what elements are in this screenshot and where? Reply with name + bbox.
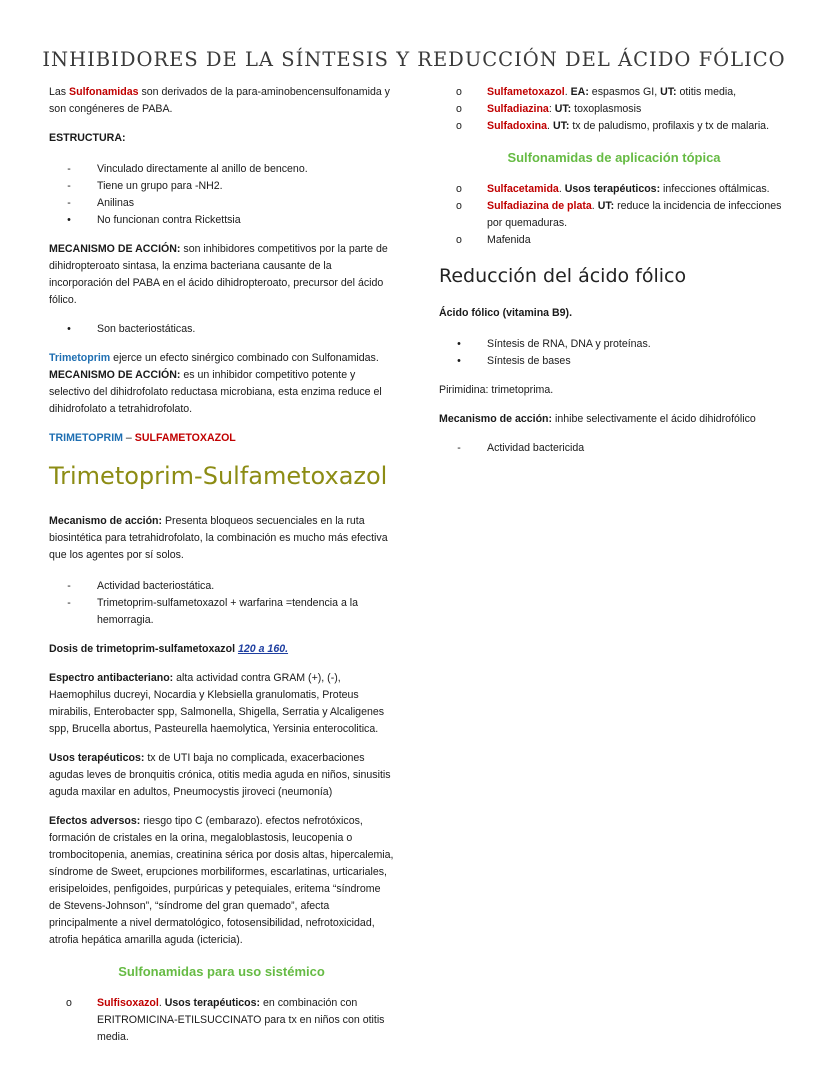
ut-text: toxoplasmosis xyxy=(571,103,642,115)
ut-label: UT: xyxy=(597,200,615,212)
tms-mecanismo-text: Presenta bloqueos secuenciales en la ruta biosintética para tetrahidrofolato, la combinación es mucho más efectiva que los agentes por sí solos. xyxy=(49,515,388,561)
topica-heading: Sulfonamidas de aplicación tópica xyxy=(507,150,721,165)
list-item xyxy=(439,336,789,353)
bullet-marker: • xyxy=(457,355,461,367)
sistemico-heading: Sulfonamidas para uso sistémico xyxy=(118,964,325,979)
circle-marker: o xyxy=(456,120,462,132)
tms-mecanismo-label: Mecanismo de acción: xyxy=(49,515,163,527)
list-item xyxy=(439,181,789,198)
tms-list xyxy=(49,578,394,629)
efectos-text: riesgo tipo C (embarazo). efectos nefrotóxicos, formación de cristales en la orina, megaloblastosis, leucopenia o trombocitopenia, anemias, creatinina sérica por dosis altas, hipercalemia, síndrome de Sweet, erupciones morbiliformes, escarlatinas, urticariales, erisipeloides, penfigoides, purpúricas y petequiales, eritema “síndrome de Stevens-Johnson”, “síndrome del gran quemado”, afecta principalmente a nivel dermatológico, fotosensibilidad, nefrotoxicidad, atrofia hepática amarilla aguda (ictericia). xyxy=(49,815,394,946)
separator: : xyxy=(548,103,555,115)
mafenida-text: Mafenida xyxy=(487,234,531,246)
intro-post: son derivados de la para-aminobencensulfonamida y son congéneres de PABA. xyxy=(49,86,390,115)
circle-marker: o xyxy=(456,103,462,115)
list-item-text: Actividad bacteriostática. xyxy=(97,580,215,592)
combo-line xyxy=(49,430,394,447)
topica-list xyxy=(439,181,789,249)
ea-text: espasmos GI, xyxy=(588,86,661,98)
separator: . xyxy=(547,120,553,132)
estructura-heading: ESTRUCTURA: xyxy=(49,132,126,144)
list-item xyxy=(49,212,394,229)
list-item xyxy=(49,178,394,195)
separator: . xyxy=(591,200,598,212)
efectos-label: Efectos adversos: xyxy=(49,815,141,827)
list-item-text: Actividad bactericida xyxy=(487,442,585,454)
sulfadiazina-term: Sulfadiazina xyxy=(487,103,549,115)
combo-separator: – xyxy=(122,432,135,444)
trimetoprim-paragraph xyxy=(49,350,394,367)
bullet-marker: • xyxy=(67,214,71,226)
usos-paragraph xyxy=(49,750,394,801)
dosis-line xyxy=(49,641,394,658)
tms-mecanismo-paragraph xyxy=(49,513,394,564)
list-item-text: Son bacteriostáticas. xyxy=(97,323,196,335)
mecanismo-right-paragraph xyxy=(439,411,789,428)
ut-text: otitis media, xyxy=(676,86,737,98)
list-item-text: Síntesis de RNA, DNA y proteínas. xyxy=(487,338,651,350)
separator: . xyxy=(564,86,571,98)
list-item-text: No funcionan contra Rickettsia xyxy=(97,214,241,226)
list-item xyxy=(439,84,789,101)
bullet-marker: • xyxy=(67,323,71,335)
circle-marker: o xyxy=(456,86,462,98)
list-item xyxy=(439,440,789,457)
efectos-paragraph xyxy=(49,813,394,949)
acido-list xyxy=(439,336,789,370)
list-item-text: Síntesis de bases xyxy=(487,355,571,367)
list-item xyxy=(49,995,394,1046)
list-item xyxy=(439,353,789,370)
espectro-text: alta actividad contra GRAM (+), (-), Haemophilus ducreyi, Nocardia y Klebsiella granulomatis, Proteus mirabilis, Enterobacter spp, Salmonella, Shigella, Serratia y Alcaligenes spp, Brucella abortus, Pasteurella haemolytica, Yersinia enterocolitica. xyxy=(49,672,385,735)
circle-marker: o xyxy=(66,997,72,1009)
trimetoprim-term: Trimetoprim xyxy=(49,352,111,364)
list-item xyxy=(49,578,394,595)
acido-folico-label: Ácido fólico (vitamina B9). xyxy=(439,307,573,319)
right-column xyxy=(439,84,789,457)
list-item-text: Tiene un grupo para -NH2. xyxy=(97,180,223,192)
usos-label: Usos terapéuticos: xyxy=(564,183,661,195)
circle-marker: o xyxy=(456,183,462,195)
reduccion-heading: Reducción del ácido fólico xyxy=(439,265,687,287)
mecanismo2-label: MECANISMO DE ACCIÓN: xyxy=(49,369,181,381)
dash-marker: - xyxy=(67,163,71,175)
actividad-list xyxy=(439,440,789,457)
mecanismo-label: Mecanismo de acción: xyxy=(439,413,553,425)
mecanismo-label: MECANISMO DE ACCIÓN: xyxy=(49,243,181,255)
list-item-text: Anilinas xyxy=(97,197,135,209)
usos-text: infecciones oftálmicas. xyxy=(660,183,770,195)
list-item-text: Vinculado directamente al anillo de benceno. xyxy=(97,163,308,175)
sistemico-list-left xyxy=(49,995,394,1046)
list-item xyxy=(439,198,789,232)
sulfadiazina-plata-term: Sulfadiazina de plata xyxy=(487,200,592,212)
bacterio-list xyxy=(49,321,394,338)
dash-marker: - xyxy=(67,197,71,209)
list-item xyxy=(439,101,789,118)
combo-trimetoprim: TRIMETOPRIM xyxy=(49,432,123,444)
page-title: INHIBIDORES DE LA SÍNTESIS Y REDUCCIÓN DEL ÁCIDO FÓLICO xyxy=(42,48,786,71)
trimetoprim-text: ejerce un efecto sinérgico combinado con Sulfonamidas. xyxy=(110,352,379,364)
mecanismo-text: inhibe selectivamente el ácido dihidrofólico xyxy=(552,413,756,425)
sulfisoxazol-text: en combinación con ERITROMICINA-ETILSUCCINATO para tx en niños con otitis media. xyxy=(97,997,385,1043)
ut-text: reduce la incidencia de infecciones por quemaduras. xyxy=(487,200,782,229)
ut-label: UT: xyxy=(554,103,572,115)
ut-text: tx de paludismo, profilaxis y tx de malaria. xyxy=(569,120,770,132)
usos-text: tx de UTI baja no complicada, exacerbaciones agudas leves de bronquitis crónica, otitis media aguda en niños, sinusitis aguda maxilar en adultos, Pneumocystis jiroveci (neumonía) xyxy=(49,752,391,798)
sulfacetamida-term: Sulfacetamida xyxy=(487,183,559,195)
intro-paragraph xyxy=(49,84,394,118)
sulfametoxazol-term: Sulfametoxazol xyxy=(487,86,565,98)
dash-marker: - xyxy=(457,442,461,454)
list-item xyxy=(49,161,394,178)
separator: . xyxy=(558,183,565,195)
sulfonamidas-term: Sulfonamidas xyxy=(69,86,139,98)
bullet-marker: • xyxy=(457,338,461,350)
dosis-label: Dosis de trimetoprim-sulfametoxazol xyxy=(49,643,238,655)
list-item xyxy=(439,232,789,249)
intro-pre: Las xyxy=(49,86,70,98)
left-column xyxy=(49,84,394,1046)
dosis-link[interactable]: 120 a 160. xyxy=(237,643,289,655)
ut-label: UT: xyxy=(552,120,570,132)
estructura-list xyxy=(49,161,394,229)
combo-sulfametoxazol: SULFAMETOXAZOL xyxy=(134,432,236,444)
circle-marker: o xyxy=(456,200,462,212)
list-item xyxy=(49,321,394,338)
dash-marker: - xyxy=(67,180,71,192)
ea-label: EA: xyxy=(570,86,589,98)
espectro-label: Espectro antibacteriano: xyxy=(49,672,174,684)
dash-marker: - xyxy=(67,580,71,592)
list-item xyxy=(49,595,394,629)
list-item xyxy=(439,118,789,135)
mecanismo-paragraph xyxy=(49,241,394,309)
list-item-text: Trimetoprim-sulfametoxazol + warfarina =tendencia a la hemorragia. xyxy=(97,597,359,626)
sulfadoxina-term: Sulfadoxina xyxy=(487,120,548,132)
mecanismo-text: son inhibidores competitivos por la parte de dihidropteroato sintasa, la enzima bacteriana causante de la incorporación del PABA en el ácido dihidropteroato, precursor del ácido fólico. xyxy=(49,243,388,306)
ut-label: UT: xyxy=(660,86,677,98)
list-item xyxy=(49,195,394,212)
separator: . xyxy=(158,997,165,1009)
sistemico-list-right xyxy=(439,84,789,135)
sulfisoxazol-term: Sulfisoxazol xyxy=(97,997,159,1009)
usos-label: Usos terapéuticos: xyxy=(49,752,145,764)
dash-marker: - xyxy=(67,597,71,609)
tms-heading: Trimetoprim-Sulfametoxazol xyxy=(49,462,388,490)
usos-label: Usos terapéuticos: xyxy=(164,997,261,1009)
mecanismo2-paragraph xyxy=(49,367,394,418)
espectro-paragraph xyxy=(49,670,394,738)
circle-marker: o xyxy=(456,234,462,246)
pirimidina-line: Pirimidina: trimetoprima. xyxy=(439,384,554,396)
mecanismo2-text: es un inhibidor competitivo potente y selectivo del dihidrofolato reductasa microbiana, esta enzima reduce el dihidrofolato a tetrahidrofolato. xyxy=(49,369,382,415)
